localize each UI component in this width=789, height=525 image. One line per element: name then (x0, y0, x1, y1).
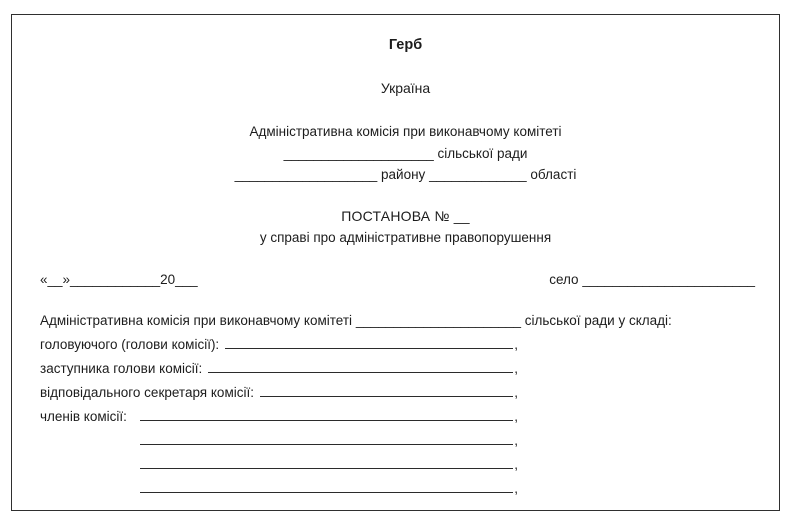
row-label: відповідального секретаря комісії: (40, 384, 254, 400)
row-label: членів комісії: (40, 408, 127, 424)
org-name-line1: Адміністративна комісія при виконавчому комітеті (249, 124, 562, 139)
composition-section (0, 304, 789, 496)
row-comma: , (514, 360, 518, 376)
village-blank: _______________________ (582, 271, 755, 287)
village-label: село (549, 271, 583, 287)
commission-row (40, 328, 518, 352)
fill-in-blank (140, 444, 513, 445)
row-label: головуючого (голови комісії): (40, 336, 220, 352)
country-name: Україна (380, 80, 431, 96)
row-comma: , (514, 336, 518, 352)
row-comma: , (514, 408, 518, 424)
commission-row (40, 400, 518, 424)
resolution-title: ПОСТАНОВА № __ (341, 207, 470, 224)
row-comma: , (514, 432, 518, 448)
row-label: заступника голови комісії: (40, 360, 203, 376)
commission-row (40, 448, 518, 472)
intro-text-after: сільської ради у складі: (521, 312, 672, 328)
district-label: району (377, 167, 430, 182)
row-comma: , (514, 480, 518, 496)
resolution-title-block (22, 206, 789, 249)
commission-row (40, 424, 518, 448)
composition-intro (40, 304, 789, 328)
commission-row (40, 472, 518, 496)
council-label: сільської ради (433, 145, 528, 161)
resolution-subtitle: у справі про адміністративне правопорушення (259, 230, 552, 245)
intro-text-before: Адміністративна комісія при виконавчому комітеті (40, 312, 356, 328)
fill-in-blank (140, 492, 513, 493)
district-blank: ___________________ (234, 167, 378, 182)
fill-in-blank (140, 468, 513, 469)
document-header (0, 37, 789, 249)
commission-rows (40, 328, 518, 496)
intro-blank: ______________________ (355, 312, 521, 328)
village-field (549, 271, 755, 288)
row-comma: , (514, 384, 518, 400)
org-name-line3 (22, 164, 789, 186)
date-field: «__»____________20___ (40, 271, 198, 287)
row-comma: , (514, 456, 518, 472)
commission-row (40, 376, 518, 400)
oblast-label: області (526, 167, 577, 182)
fill-in-blank (208, 372, 513, 373)
oblast-blank: _____________ (429, 167, 527, 182)
council-name-blank: ____________________ (283, 145, 434, 161)
fill-in-blank (225, 348, 513, 349)
fill-in-blank (260, 396, 513, 397)
fill-in-blank (140, 420, 513, 421)
org-name-line2 (22, 143, 789, 165)
commission-row (40, 352, 518, 376)
organization-block (22, 121, 789, 186)
emblem-placeholder: Герб (388, 37, 423, 53)
dateline (0, 271, 789, 288)
